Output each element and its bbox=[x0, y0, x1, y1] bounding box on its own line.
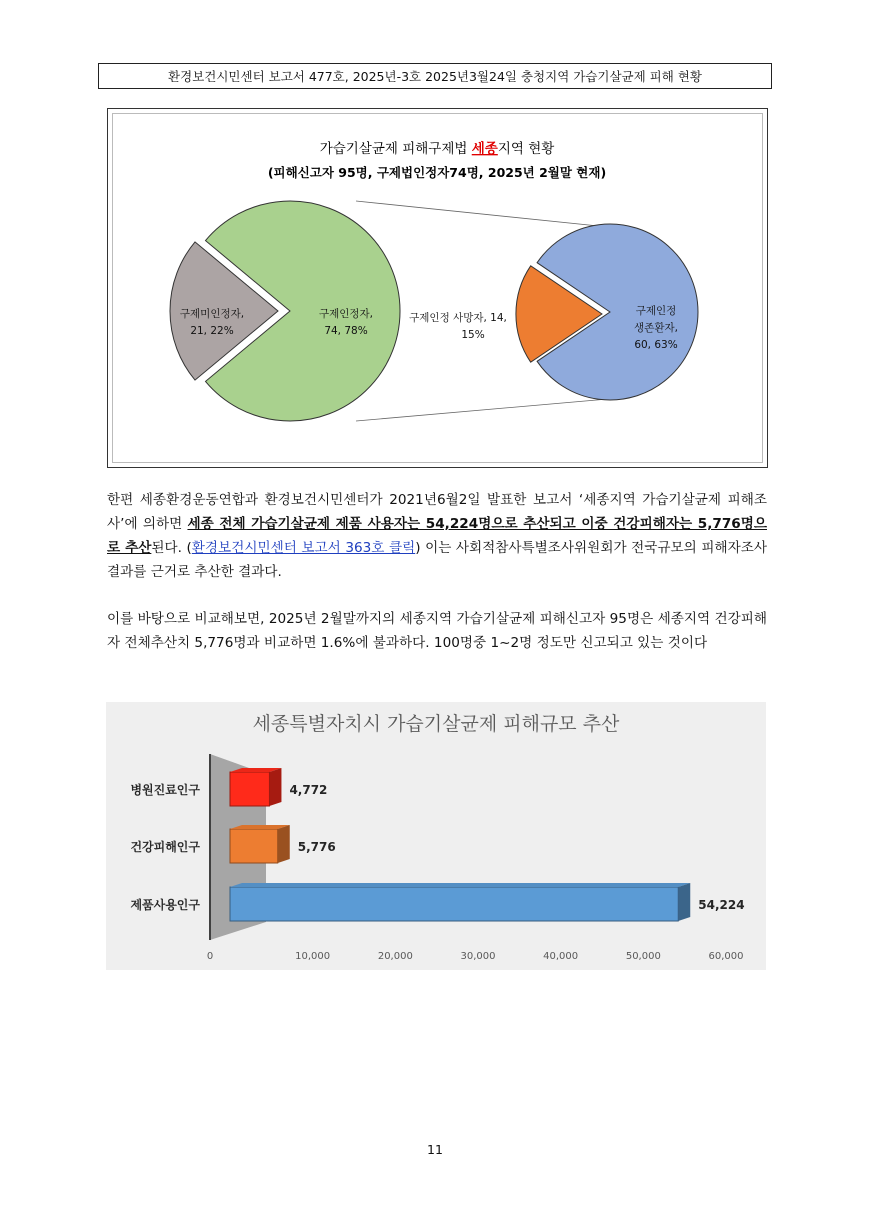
label-deceased-line1: 구제인정 사망자, 14, bbox=[409, 312, 507, 324]
page-number: 11 bbox=[427, 1142, 443, 1157]
pie-title-highlight: 세종 bbox=[471, 141, 498, 157]
paragraph-survey-emphasis: 세종 전체 가습기살균제 제품 사용자는 54,224명으로 추산되고 이중 건강피해자는 5,776명으로 추산 bbox=[107, 516, 767, 556]
x-tick-label: 40,000 bbox=[543, 951, 579, 962]
bar-chart-title: 세종특별자치시 가습기살균제 피해규모 추산 bbox=[252, 713, 620, 735]
bar-value-label: 5,776 bbox=[297, 840, 336, 854]
pie-chart-svg bbox=[108, 109, 767, 467]
category-label: 제품사용인구 bbox=[130, 898, 200, 912]
label-unrecognized-name: 구제미인정자, bbox=[179, 308, 245, 320]
x-tick-label: 30,000 bbox=[460, 951, 496, 962]
x-tick-label: 60,000 bbox=[708, 951, 744, 962]
x-tick-label: 20,000 bbox=[377, 951, 413, 962]
label-recognized-name: 구제인정자, bbox=[318, 308, 374, 320]
bar-value-label: 54,224 bbox=[698, 898, 745, 912]
bar-side bbox=[678, 883, 690, 921]
x-tick-label: 10,000 bbox=[295, 951, 331, 962]
connector-line-top bbox=[356, 201, 608, 227]
pie-title-pre: 가습기살균제 피해구제법 bbox=[319, 141, 472, 157]
connector-line-bottom bbox=[356, 399, 608, 421]
category-label: 건강피해인구 bbox=[130, 840, 200, 854]
label-unrecognized-value: 21, 22% bbox=[190, 325, 234, 337]
report-header bbox=[98, 63, 772, 89]
paragraph-comparison bbox=[107, 607, 767, 655]
label-survivors-line1: 구제인정 bbox=[635, 305, 677, 317]
figure-bar-chart bbox=[106, 702, 766, 970]
report-header-text: 환경보건시민센터 보고서 477호, 2025년-3호 2025년3월24일 충청지역 가습기살균제 피해 현황 bbox=[168, 69, 702, 84]
label-recognized-value: 74, 78% bbox=[324, 325, 368, 337]
paragraph-survey bbox=[107, 488, 767, 584]
report-363-link[interactable]: 환경보건시민센터 보고서 363호 클릭 bbox=[191, 540, 416, 556]
label-survivors-line2: 생존환자, bbox=[634, 322, 678, 334]
pie-title-post: 지역 현황 bbox=[497, 141, 555, 157]
bar-front bbox=[230, 772, 269, 806]
bar-chart-svg bbox=[106, 702, 766, 970]
bar-value-label: 4,772 bbox=[289, 783, 328, 797]
bar-front bbox=[230, 829, 278, 863]
label-survivors-line3: 60, 63% bbox=[634, 339, 678, 351]
category-label: 병원진료인구 bbox=[130, 783, 200, 797]
pie-chart-title bbox=[320, 140, 555, 157]
bar-top bbox=[230, 883, 690, 887]
paragraph-survey-end: ) 이는 사회적참사특별조사위원회가 전국규모의 피해자조사 결과를 근거로 추산한 결과다. bbox=[107, 540, 767, 580]
bar-front bbox=[230, 887, 678, 921]
label-deceased-line2: 15% bbox=[461, 329, 485, 341]
x-tick-label: 0 bbox=[206, 951, 214, 962]
paragraph-comparison-text: 이를 바탕으로 비교해보면, 2025년 2월말까지의 세종지역 가습기살균제 피해신고자 95명은 세종지역 건강피해자 전체추산치 5,776명과 비교하면 1.6%에 불과하다. 100명중 1~2명 정도만 신고되고 있는 것이다 bbox=[107, 611, 767, 651]
pie-chart-subtitle: (피해신고자 95명, 구제법인정자74명, 2025년 2월말 현재) bbox=[267, 165, 607, 180]
bar-side bbox=[278, 825, 290, 863]
bar-side bbox=[269, 768, 281, 806]
paragraph-survey-mid: 된다. ( bbox=[151, 540, 192, 556]
figure-pie-of-pie bbox=[107, 108, 768, 468]
x-tick-label: 50,000 bbox=[625, 951, 661, 962]
paragraph-survey-intro: 한편 세종환경운동연합과 환경보건시민센터가 2021년6월2일 발표한 보고서 ‘세종지역 가습기살균제 피해조사’에 의하면 bbox=[107, 492, 767, 532]
